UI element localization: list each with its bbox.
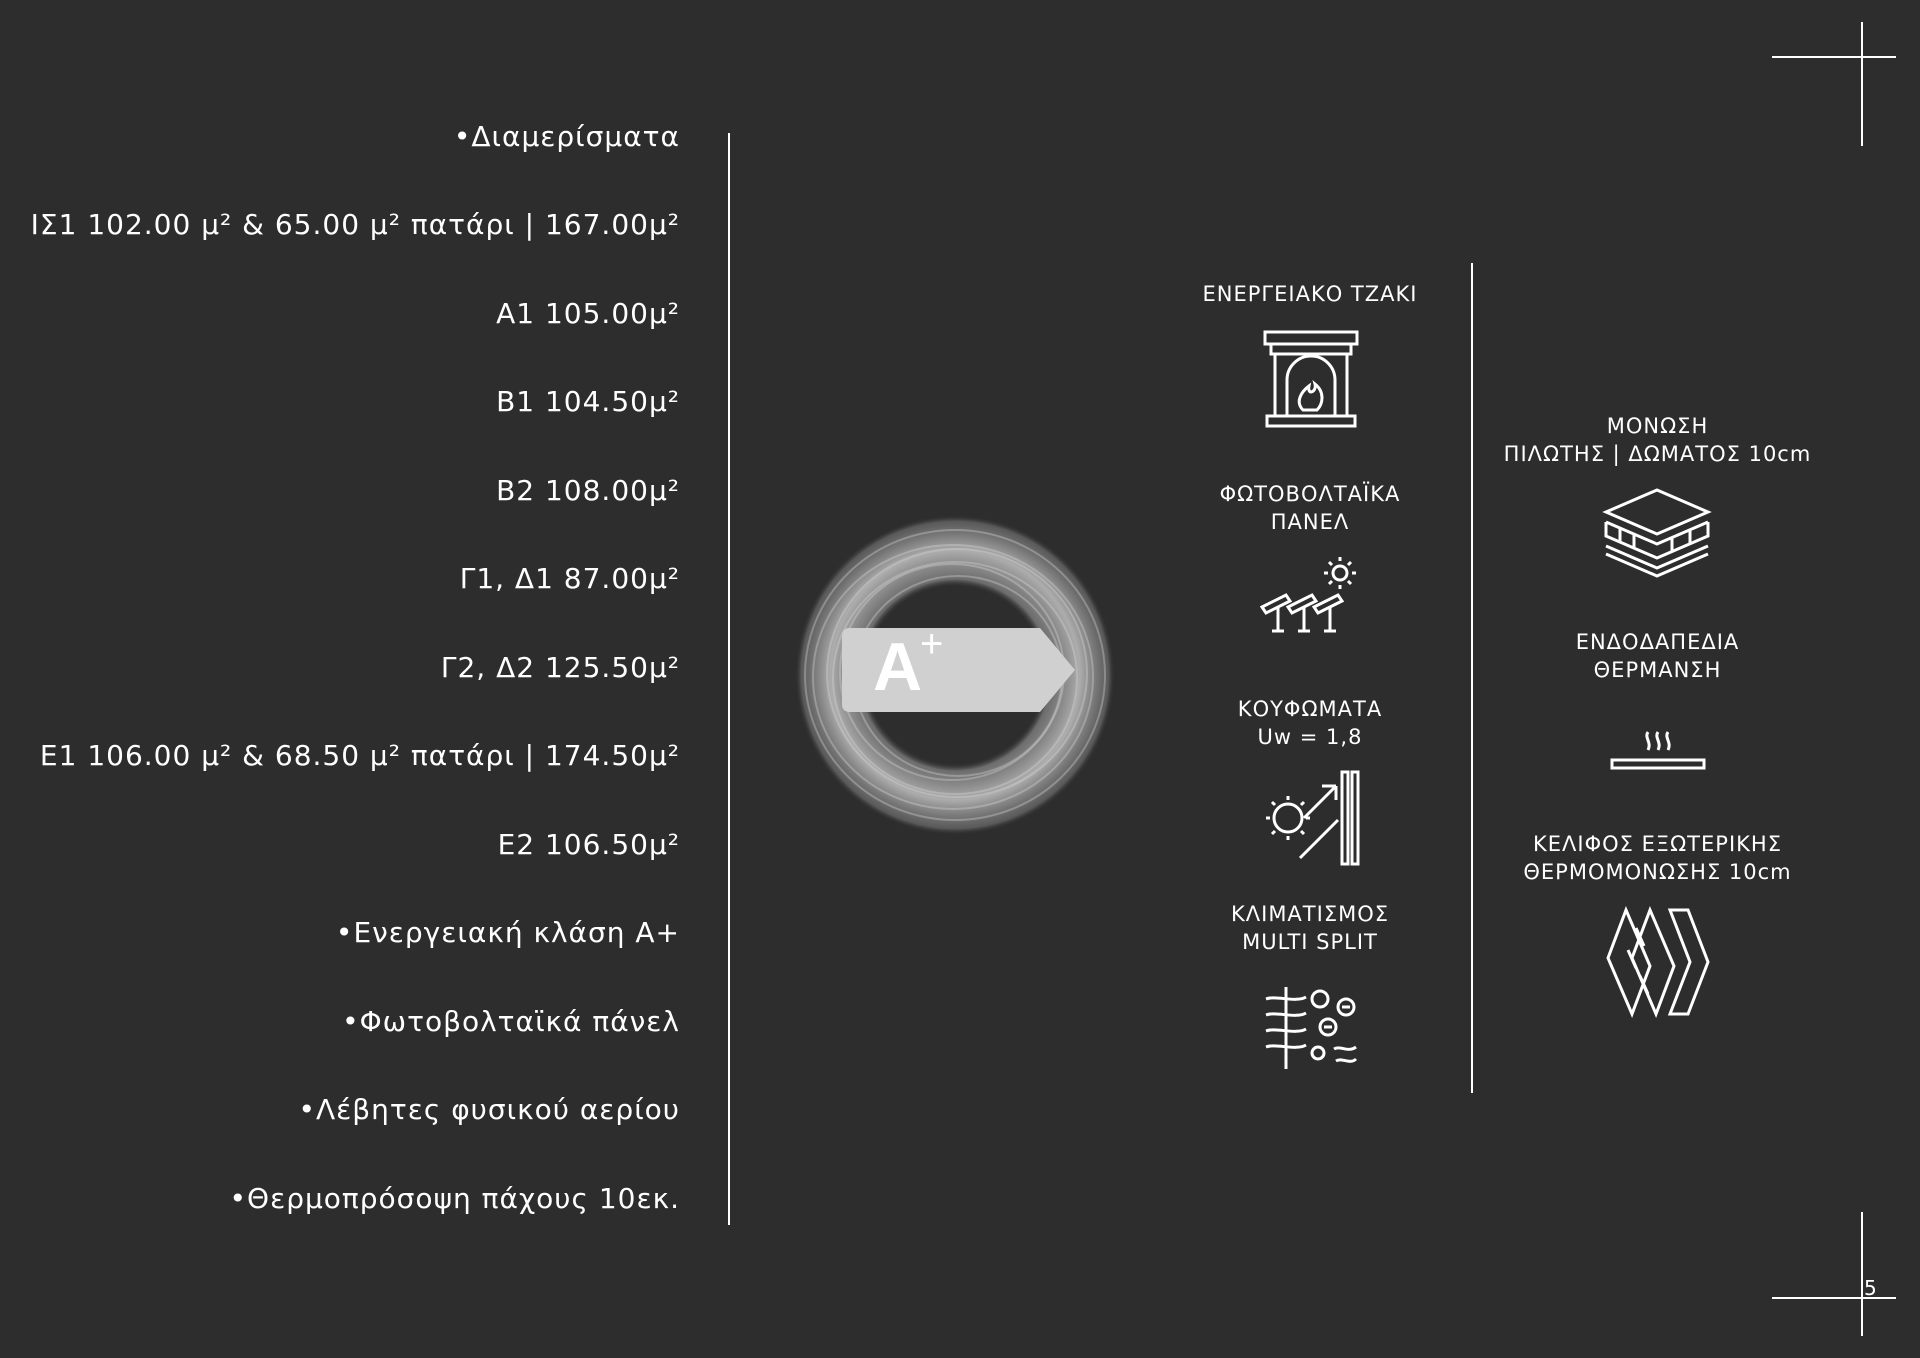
list-item: Γ2, Δ2 125.50μ² — [440, 651, 680, 684]
crop-mark-bottom-h — [1772, 1297, 1896, 1299]
list-item: •Διαμερίσματα — [453, 120, 680, 153]
feature-subtitle: ΠΙΛΩΤΗΣ | ΔΩΜΑΤΟΣ 10cm — [1503, 442, 1812, 466]
feature-title: ΕΝΔΟΔΑΠΕΔΙΑ — [1575, 630, 1740, 654]
list-item: •Θερμοπρόσοψη πάχους 10εκ. — [229, 1182, 680, 1215]
feature-label — [1155, 480, 1465, 536]
insulation-layers-icon — [1602, 488, 1712, 578]
energy-class-badge — [790, 510, 1120, 840]
list-item: Α1 105.00μ² — [496, 297, 680, 330]
crop-mark-top-h — [1772, 56, 1896, 58]
list-item: •Ενεργειακή κλάση Α+ — [335, 916, 680, 949]
window-frame-icon — [1260, 768, 1362, 868]
list-item: Ε2 106.50μ² — [497, 828, 680, 861]
list-item: ΙΣ1 102.00 μ² & 65.00 μ² πατάρι | 167.00μ² — [30, 208, 680, 241]
feature-label — [1155, 900, 1465, 956]
page-number: 5 — [1864, 1276, 1877, 1300]
crop-mark-top-v — [1861, 22, 1863, 146]
feature-title: ΦΩΤΟΒΟΛΤΑΪΚΑ — [1219, 482, 1401, 506]
feature-title: ΚΛΙΜΑΤΙΣΜΟΣ — [1230, 902, 1390, 926]
exterior-insulation-icon — [1606, 906, 1710, 1018]
underfloor-heating-icon — [1610, 728, 1706, 772]
feature-label — [1480, 830, 1835, 886]
list-item: •Φωτοβολταϊκά πάνελ — [342, 1005, 680, 1038]
solar-panel-icon — [1260, 555, 1362, 641]
crop-mark-bottom-v — [1861, 1212, 1863, 1336]
feature-subtitle: ΘΕΡΜΟΜΟΝΩΣΗΣ 10cm — [1523, 860, 1792, 884]
fireplace-icon — [1263, 330, 1359, 430]
feature-title: ΜΟΝΩΣΗ — [1606, 414, 1709, 438]
feature-subtitle: ΠΑΝΕΛ — [1270, 510, 1350, 534]
left-divider — [728, 133, 730, 1225]
feature-subtitle: Uw = 1,8 — [1257, 725, 1363, 749]
feature-subtitle: ΘΕΡΜΑΝΣΗ — [1593, 658, 1722, 682]
feature-label — [1480, 412, 1835, 468]
feature-label — [1155, 280, 1465, 308]
list-item: Ε1 106.00 μ² & 68.50 μ² πατάρι | 174.50μ² — [39, 739, 680, 772]
list-item: Β2 108.00μ² — [496, 474, 680, 507]
feature-title: ΚΕΛΙΦΟΣ ΕΞΩΤΕΡΙΚΗΣ — [1533, 832, 1782, 856]
feature-label — [1480, 628, 1835, 684]
feature-title: ΕΝΕΡΓΕΙΑΚΟ ΤΖΑΚΙ — [1202, 282, 1418, 306]
right-divider — [1471, 263, 1473, 1093]
air-conditioning-icon — [1262, 985, 1358, 1071]
list-item: Γ1, Δ1 87.00μ² — [459, 562, 680, 595]
list-item: Β1 104.50μ² — [496, 385, 680, 418]
energy-plus: + — [920, 622, 944, 666]
list-item: •Λέβητες φυσικού αερίου — [298, 1093, 680, 1126]
feature-label — [1155, 695, 1465, 751]
feature-title: ΚΟΥΦΩΜΑΤΑ — [1237, 697, 1383, 721]
feature-subtitle: MULTI SPLIT — [1242, 930, 1378, 954]
energy-letter: A — [873, 629, 923, 705]
